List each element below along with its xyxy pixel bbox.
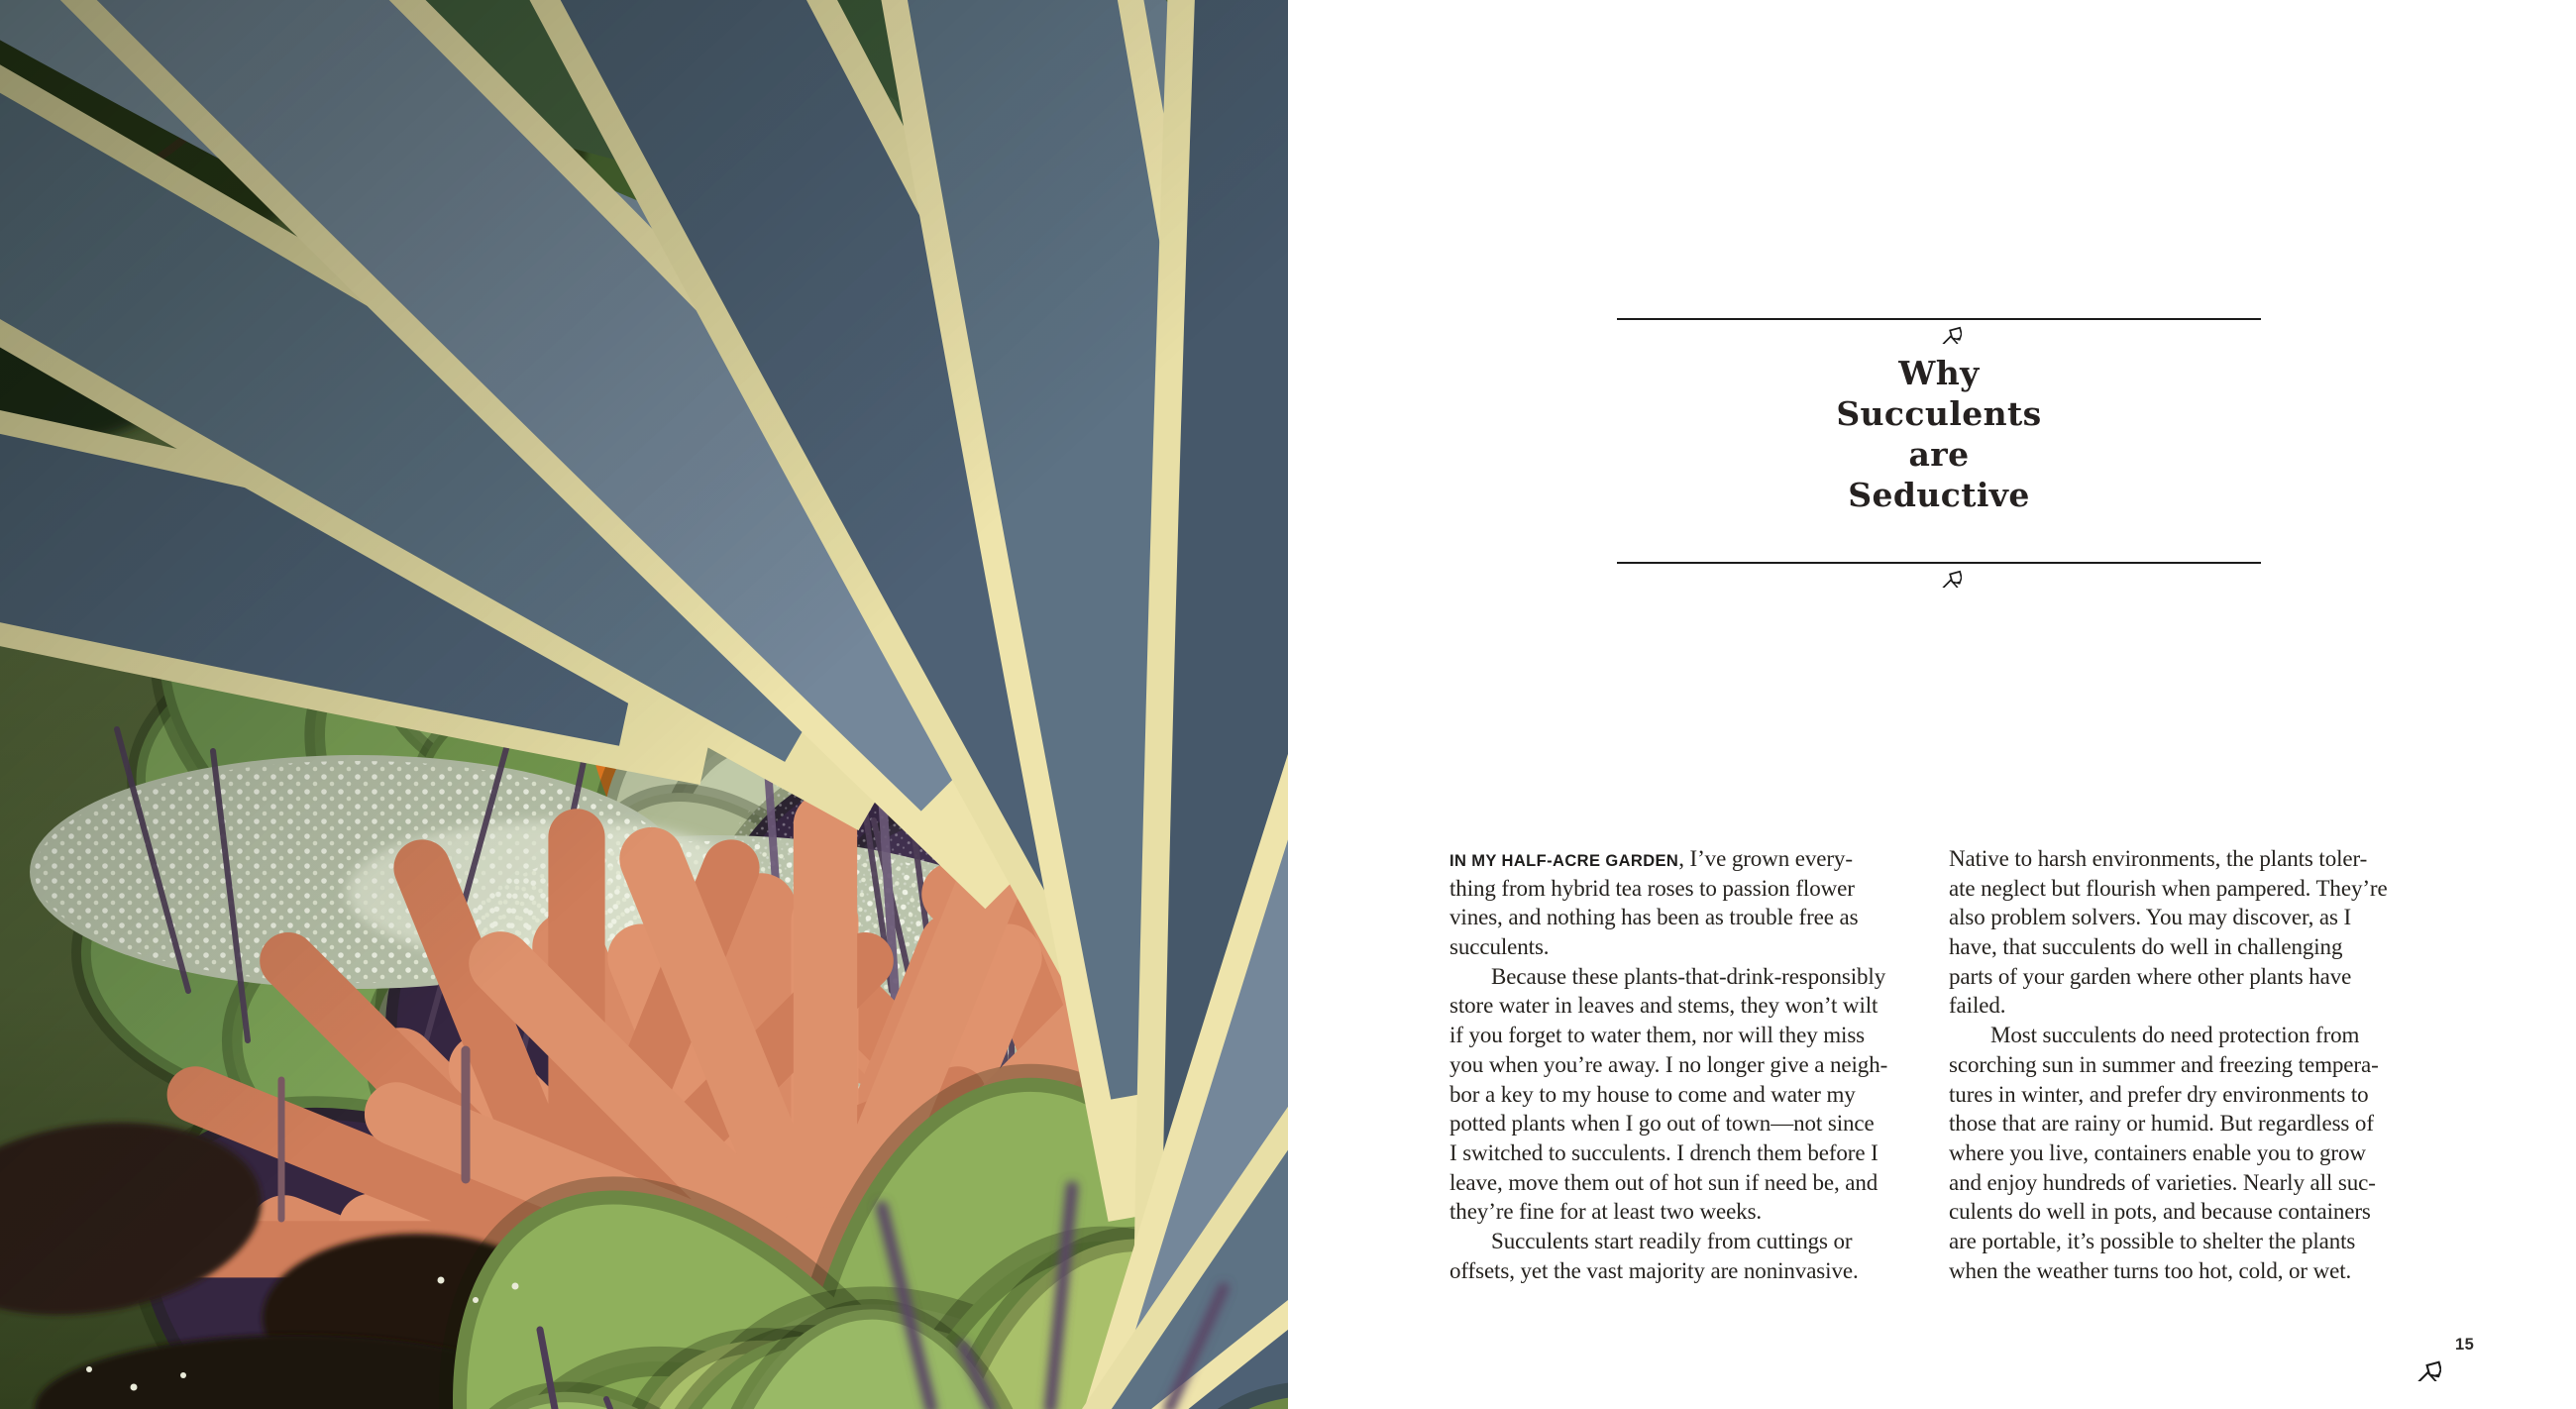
body-line: they’re fine for at least two weeks. xyxy=(1449,1199,1763,1225)
body-line: Native to harsh environments, the plants toler- xyxy=(1949,846,2368,871)
body-line: those that are rainy or humid. But regardless of xyxy=(1949,1111,2374,1137)
body-line: culents do well in pots, and because containers xyxy=(1949,1199,2371,1225)
body-line: thing from hybrid tea roses to passion flower xyxy=(1449,875,1855,901)
body-lines xyxy=(1449,874,1921,1286)
body-line: Because these plants-that-drink-responsibly xyxy=(1491,963,1886,989)
title-line: Succulents xyxy=(1836,394,2042,433)
body-line: also problem solvers. You may discover, as I xyxy=(1949,905,2352,930)
body-line: are portable, it’s possible to shelter the plants xyxy=(1949,1228,2356,1253)
body-line: have, that succulents do well in challenging xyxy=(1949,934,2343,960)
body-line: bor a key to my house to come and water my xyxy=(1449,1081,1856,1107)
star-ornament-icon xyxy=(2386,1322,2441,1381)
star-ornament-icon xyxy=(1916,294,1962,344)
body-line: ate neglect but flourish when pampered. They’re xyxy=(1949,875,2388,901)
title-line: Seductive xyxy=(1848,476,2030,514)
body-line: Most succulents do need protection from xyxy=(1990,1023,2360,1048)
body-line: if you forget to water them, nor will they miss xyxy=(1449,1023,1866,1048)
body-line: tures in winter, and prefer dry environments to xyxy=(1949,1081,2369,1107)
right-page xyxy=(1288,0,2576,1409)
ornament-rule-bottom xyxy=(1617,534,2261,592)
body-line: succulents. xyxy=(1449,934,1550,960)
lead-in: IN MY HALF-ACRE GARDEN xyxy=(1449,852,1679,870)
body-line: you when you’re away. I no longer give a neigh- xyxy=(1449,1051,1888,1077)
body-column-right xyxy=(1949,844,2426,1285)
body-line: and enjoy hundreds of varieties. Nearly all suc- xyxy=(1949,1169,2376,1195)
body-line: scorching sun in summer and freezing tempera- xyxy=(1949,1051,2379,1077)
body-line: offsets, yet the vast majority are noninvasive. xyxy=(1449,1257,1859,1283)
body-column-left xyxy=(1449,844,1921,1285)
chapter-title xyxy=(1617,353,2261,515)
body-line: store water in leaves and stems, they won’t wilt xyxy=(1449,993,1878,1019)
body-line: leave, move them out of hot sun if need be, and xyxy=(1449,1169,1878,1195)
star-ornament-icon xyxy=(1916,538,1962,588)
body-line: I switched to succulents. I drench them before I xyxy=(1449,1139,1878,1165)
body-line: parts of your garden where other plants have xyxy=(1949,963,2352,989)
title-line: Why xyxy=(1898,354,1980,392)
footer-ornament xyxy=(2386,1322,2441,1386)
ornament-rule-top xyxy=(1617,290,2261,348)
body-line: vines, and nothing has been as trouble free as xyxy=(1449,905,1859,930)
body-line: where you live, containers enable you to grow xyxy=(1949,1139,2366,1165)
page-number: 15 xyxy=(2455,1336,2475,1354)
title-line: are xyxy=(1908,435,1970,474)
body-line: failed. xyxy=(1949,993,2006,1019)
lead-rest: , I’ve grown every- xyxy=(1678,846,1853,871)
body-line: Succulents start readily from cuttings or xyxy=(1491,1228,1853,1253)
body-line: potted plants when I go out of town—not since xyxy=(1449,1111,1875,1137)
body-line-lead xyxy=(1449,844,1921,874)
body-line: when the weather turns too hot, cold, or wet. xyxy=(1949,1257,2352,1283)
